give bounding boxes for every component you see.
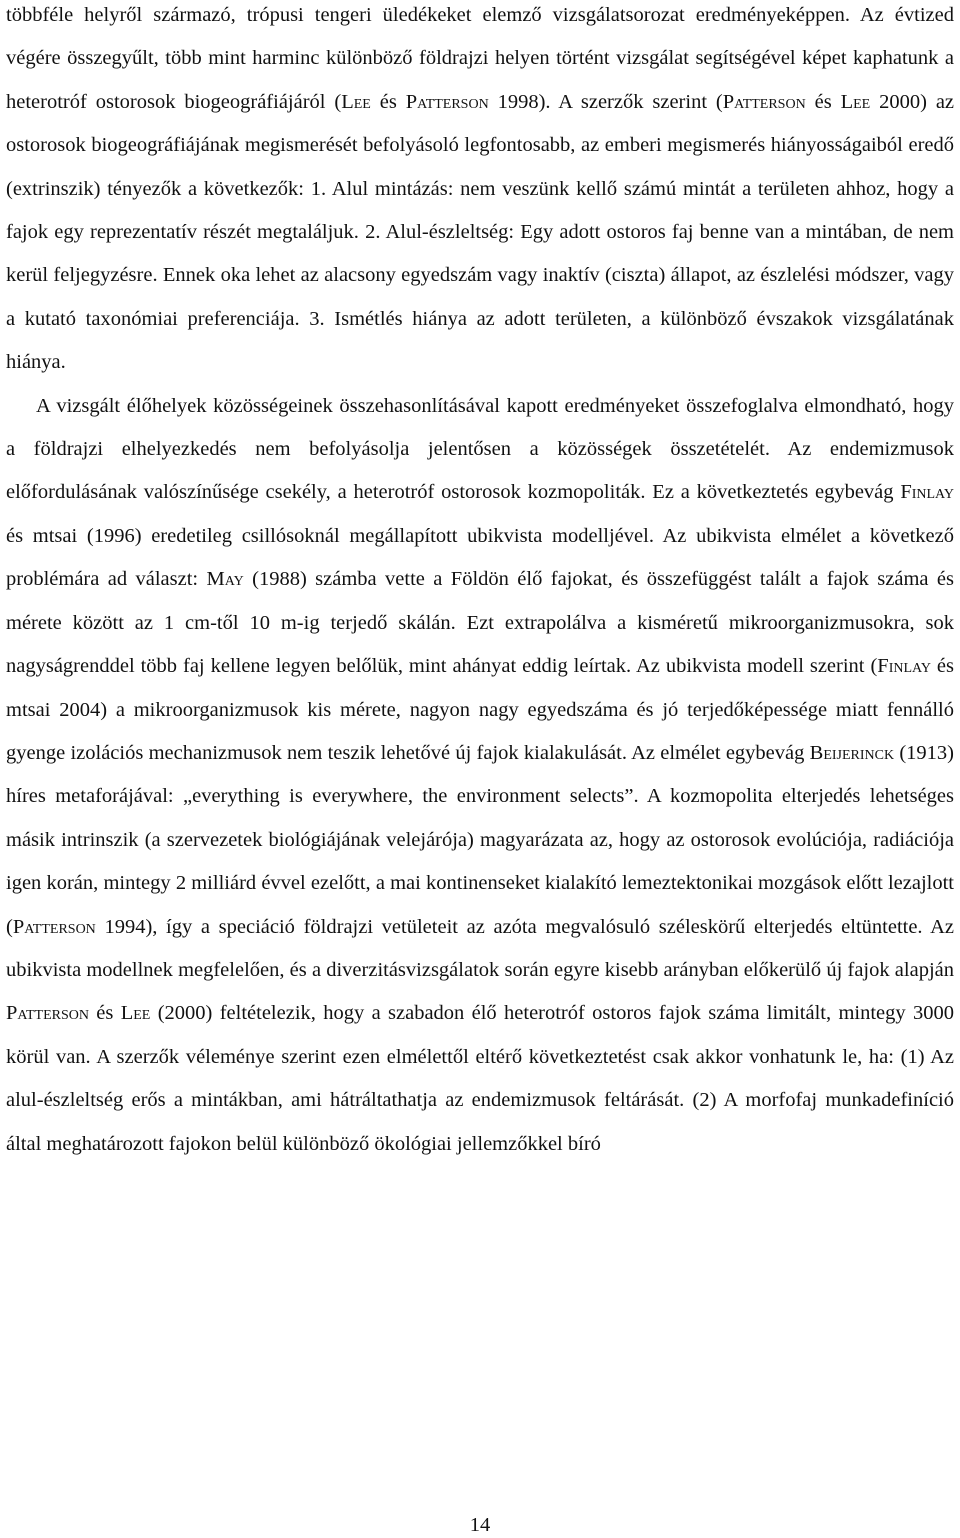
author-citation: Lee	[120, 1002, 151, 1025]
paragraph-biogeography-summary	[6, 385, 954, 1166]
author-citation: Lee	[840, 90, 871, 113]
text-run: A vizsgált élőhelyek közösségeinek összehasonlításával kapott eredményeket összefoglalva elmondható, hogy a földrajzi elhelyezkedés nem befolyásolja jelentősen a közösségek összetételét. Az endemizmusok előfordulásának valószínűsége csekély, a heterotróf ostorosok kozmopoliták. Ez a következtetés egybevág	[6, 394, 954, 504]
text-run: és	[805, 90, 841, 113]
author-citation: Patterson	[12, 915, 96, 938]
paragraph-continuation	[6, 0, 954, 385]
text-run: (2000) feltételezik, hogy a szabadon élő heterotróf ostoros fajok száma limitált, mintegy 3000 körül van. A szerzők véleménye szerint ezen elmélettől eltérő következtetést csak akkor vonhatunk le, ha: (1) Az alul-észleltség erős a mintákban, ami hátráltathatja az endemizmusok feltárását. (2) A morfofaj munkadefiníció által meghatározott fajokon belül különböző ökológiai jellemzőkkel bíró	[6, 1002, 954, 1155]
text-run: és	[88, 1002, 121, 1025]
text-run: 2000) az ostorosok biogeográfiájának megismerését befolyásoló legfontosabb, az emberi megismerés hiányosságaiból eredő (extrinszik) tényezők a következők: 1. Alul mintázás: nem veszünk kellő számú mintát a területen ahhoz, hogy a fajok egy reprezentatív részét megtaláljuk. 2. Alul-észleltség: Egy adott ostoros faj benne van a mintában, de nem kerül feljegyzésre. Ennek oka lehet az alacsony egyedszám vagy inaktív (ciszta) állapot, az észlelési módszer, vagy a kutató taxonómiai preferenciája. 3. Ismétlés hiánya az adott területen, a különböző évszakok vizsgálatának hiánya.	[6, 90, 955, 374]
text-run: 1994), így a speciáció földrajzi vetületeit az azóta megvalósuló széleskörű elterjedés eltüntette. Az ubikvista modellnek megfelelően, és a diverzitásvizsgálatok során egyre kisebb arányban előkerülő új fajok alapján	[6, 915, 954, 981]
text-run: és mtsai (1996) eredetileg csillósoknál megállapított ubikvista modelljével. Az ubikvista elmélet a következő problémára ad választ:	[6, 524, 954, 591]
text-run: 1998). A szerzők szerint (	[488, 90, 723, 113]
text-run: (1913) híres metaforájával: „everything is everywhere, the environment selects”. A kozmopolita elterjedés lehetséges másik intrinszik (a szervezetek biológiájának velejárója) magyarázata az, hogy az ostorosok evolúciója, radiációja igen korán, mintegy 2 milliárd évvel ezelőtt, a mai kontinenseket kialakító lemeztektonikai mozgások előtt lezajlott (	[6, 741, 955, 938]
page-body	[6, 0, 954, 1166]
author-citation: Finlay	[900, 481, 954, 504]
author-citation: Patterson	[6, 1002, 89, 1025]
author-citation: Lee	[341, 90, 371, 113]
author-citation: May	[206, 568, 244, 591]
text-run: többféle helyről származó, trópusi tengeri üledékeket elemző vizsgálatsorozat eredményeképpen. Az évtized végére összegyűlt, több mint harminc különböző földrajzi helyen történt vizsgálat segítségével képet kaphatunk a heterotróf ostorosok biogeográfiájáról (	[6, 4, 954, 113]
author-citation: Patterson	[722, 90, 806, 113]
page-number: 14	[469, 1514, 491, 1536]
text-run: és mtsai 2004) a mikroorganizmusok kis mérete, nagyon nagy egyedszáma és jó terjedőképessége miatt fennálló gyenge izolációs mechanizmusok nem teszik lehetővé új fajok kialakulását. Az elmélet egybevág	[6, 655, 955, 764]
author-citation: Beijerinck	[809, 741, 895, 764]
author-citation: Finlay	[877, 655, 931, 678]
author-citation: Patterson	[405, 90, 489, 113]
text-run: (1988) számba vette a Földön élő fajokat, és összefüggést talált a fajok száma és mérete között az 1 cm-től 10 m-ig terjedő skálán. Ezt extrapolálva a kisméretű mikroorganizmusokra, sok nagyságrenddel több faj kellene legyen belőlük, mint ahányat eddig leírtak. Az ubikvista modell szerint (	[6, 568, 954, 678]
text-run: és	[370, 90, 406, 113]
